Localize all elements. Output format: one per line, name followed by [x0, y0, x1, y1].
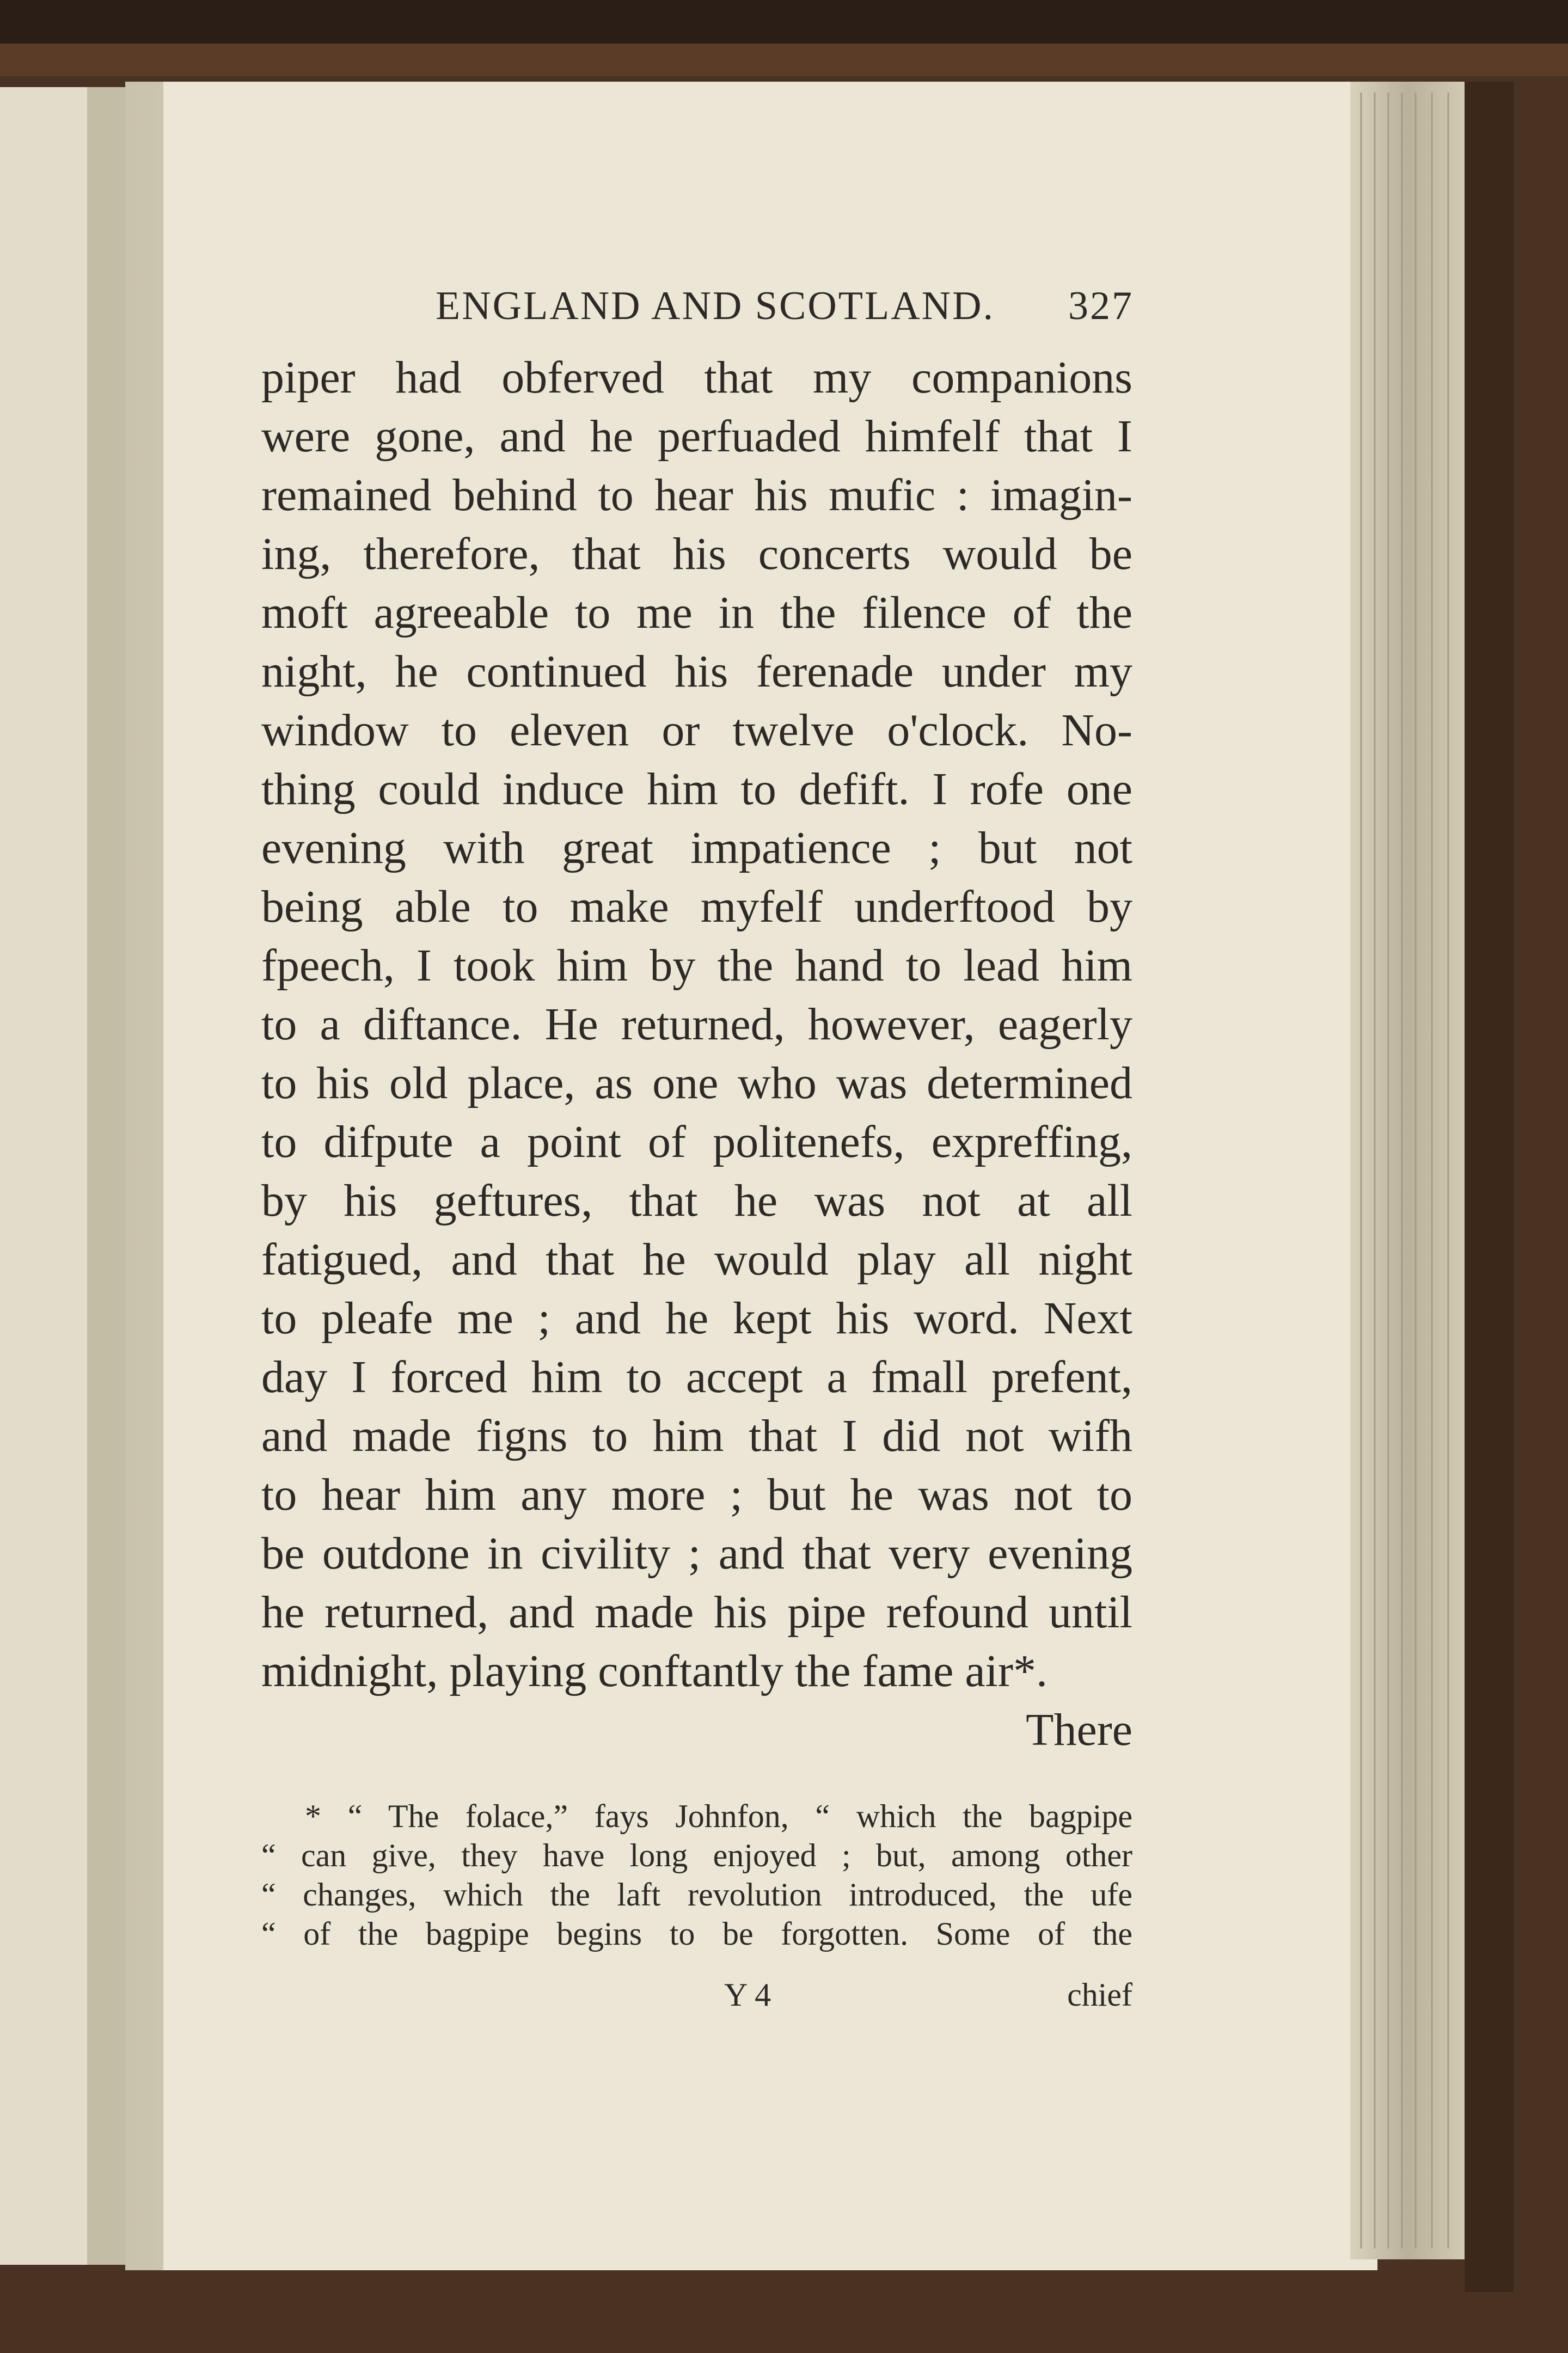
catchword: There [1026, 1705, 1132, 1755]
running-header [436, 283, 1132, 327]
text-line: by his geftures, that he was not at all [261, 1175, 1132, 1226]
text-line: piper had obferved that my companions [261, 352, 1132, 403]
text-line: he returned, and made his pipe refound until [261, 1587, 1132, 1638]
page-number: 327 [1068, 284, 1134, 328]
footnote-line: “ of the bagpipe begins to be forgotten. Some of the [261, 1916, 1132, 1952]
text-line: were gone, and he perfuaded himfelf that I [261, 411, 1132, 462]
text-line: being able to make myfelf underftood by [261, 881, 1132, 932]
header-title: ENGLAND AND SCOTLAND. [436, 284, 995, 328]
body-text [261, 348, 1132, 1760]
text-line: thing could induce him to defift. I rofe one [261, 764, 1132, 814]
footnote [261, 1797, 1132, 1953]
text-line: fpeech, I took him by the hand to lead him [261, 940, 1132, 991]
text-line: ing, therefore, that his concerts would be [261, 529, 1132, 579]
text-line: window to eleven or twelve o'clock. No- [261, 705, 1132, 756]
footnote-line: “ can give, they have long enjoyed ; but, among other [261, 1837, 1132, 1873]
text-line: to pleafe me ; and he kept his word. Next [261, 1293, 1132, 1344]
text-line: evening with great impatience ; but not [261, 823, 1132, 873]
text-line: to his old place, as one who was determined [261, 1058, 1132, 1108]
text-line: midnight, playing conftantly the fame air*. [261, 1646, 1048, 1696]
text-line: to difpute a point of politenefs, expreffing, [261, 1117, 1132, 1167]
text-line: day I forced him to accept a fmall prefent, [261, 1352, 1132, 1402]
footnote-catchword: chief [1067, 1977, 1132, 2013]
footnote-line: * “ The folace,” fays Johnfon, “ which the bagpipe [305, 1798, 1132, 1834]
text-line: to hear him any more ; but he was not to [261, 1469, 1132, 1520]
text-line: to a diftance. He returned, however, eagerly [261, 999, 1132, 1050]
text-line: night, he continued his ferenade under my [261, 646, 1132, 697]
text-line: be outdone in civility ; and that very evening [261, 1528, 1132, 1579]
footnote-line: “ changes, which the laft revolution introduced, the ufe [261, 1877, 1132, 1913]
text-line: fatigued, and that he would play all night [261, 1234, 1132, 1285]
signature-mark: Y 4 [724, 1977, 771, 2013]
text-line: remained behind to hear his mufic : imagin- [261, 470, 1132, 520]
text-line: moft agreeable to me in the filence of the [261, 587, 1132, 638]
text-line: and made figns to him that I did not wifh [261, 1411, 1132, 1461]
page-footer [261, 1976, 1132, 2015]
